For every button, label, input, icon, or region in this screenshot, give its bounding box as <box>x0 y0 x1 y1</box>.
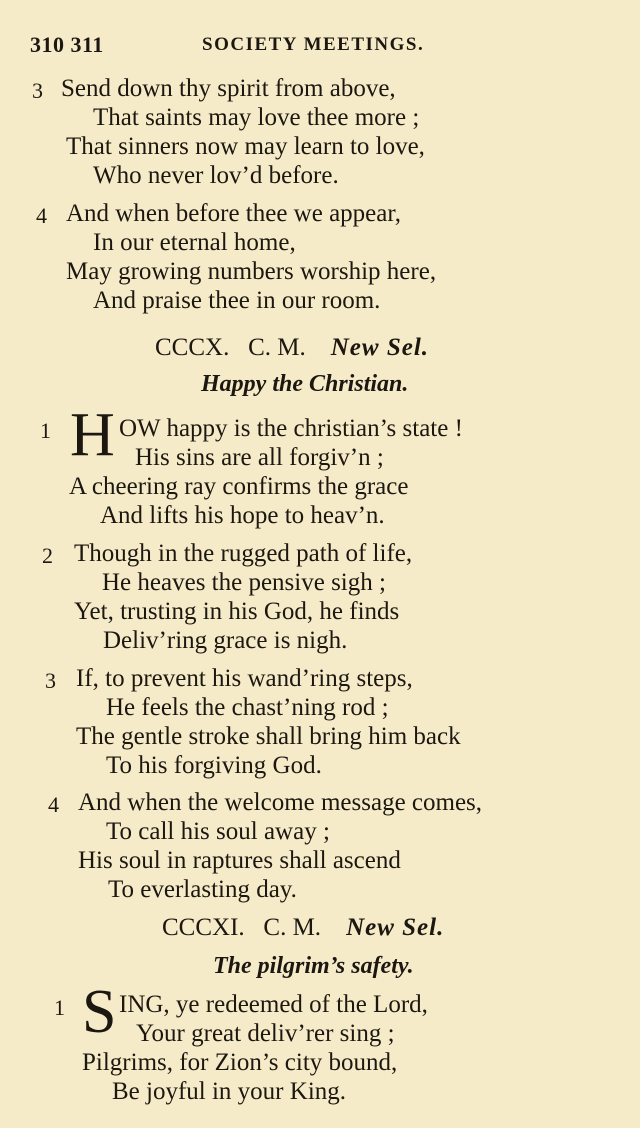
verse-line: May growing numbers worship here, <box>66 258 437 285</box>
hymn-number: CCCX. <box>155 334 230 361</box>
hymn-source: New Sel. <box>346 914 445 941</box>
verse-line: And lifts his hope to heav’n. <box>100 502 385 529</box>
drop-cap: S <box>82 978 117 1046</box>
verse-line: Be joyful in your King. <box>112 1078 347 1105</box>
verse-line: If, to prevent his wand’ring steps, <box>76 665 413 692</box>
verse-line: He heaves the pensive sigh ; <box>102 569 386 596</box>
hymn-meter: C. M. <box>263 914 322 941</box>
stanza-number: 2 <box>42 543 53 568</box>
page-header <box>30 30 425 60</box>
verse-line: To call his soul away ; <box>106 818 330 845</box>
hymn-title: The pilgrim’s safety. <box>213 953 414 979</box>
stanza-number: 3 <box>45 668 56 693</box>
verse-line: OW happy is the christian’s state ! <box>119 415 463 442</box>
verse-line: Send down thy spirit from above, <box>61 75 396 102</box>
verse-line: He feels the chast’ning rod ; <box>106 694 389 721</box>
hymn-meter: C. M. <box>248 334 306 361</box>
hymn-title: Happy the Christian. <box>201 371 409 397</box>
verse-line: Your great deliv’rer sing ; <box>136 1020 395 1047</box>
verse-line: And when the welcome message comes, <box>78 789 483 816</box>
verse-line: To everlasting day. <box>108 876 297 903</box>
verse-line: And when before thee we appear, <box>66 200 401 227</box>
verse-line: His soul in raptures shall ascend <box>78 847 401 874</box>
stanza-number: 1 <box>54 995 65 1020</box>
hymn-heading <box>162 912 444 944</box>
verse-line: That sinners now may learn to love, <box>66 133 425 160</box>
verse-line: ING, ye redeemed of the Lord, <box>119 991 428 1018</box>
verse-line: That saints may love thee more ; <box>93 104 420 131</box>
verse-line: The gentle stroke shall bring him back <box>76 723 461 750</box>
verse-line: Who never lov’d before. <box>93 162 339 189</box>
drop-cap: H <box>70 401 115 469</box>
verse-line: A cheering ray confirms the grace <box>69 473 409 500</box>
verse-line: And praise thee in our room. <box>93 287 381 314</box>
stanza-number: 4 <box>36 203 47 228</box>
hymn-number: CCCXI. <box>162 914 245 941</box>
page-numbers: 310 311 <box>30 32 104 57</box>
hymn-source: New Sel. <box>330 334 430 361</box>
verse-line: In our eternal home, <box>93 229 296 256</box>
stanza-number: 1 <box>40 418 51 443</box>
stanza-number: 3 <box>32 78 43 103</box>
verse-line: Deliv’ring grace is nigh. <box>103 627 348 654</box>
verse-line: His sins are all forgiv’n ; <box>135 444 384 471</box>
verse-line: Yet, trusting in his God, he finds <box>74 598 400 625</box>
stanza-number: 4 <box>48 792 59 817</box>
verse-line: Though in the rugged path of life, <box>74 540 413 567</box>
running-title: SOCIETY MEETINGS. <box>202 34 425 55</box>
hymn-heading <box>155 332 429 364</box>
verse-line: Pilgrims, for Zion’s city bound, <box>82 1049 398 1076</box>
verse-line: To his forgiving God. <box>106 752 322 779</box>
